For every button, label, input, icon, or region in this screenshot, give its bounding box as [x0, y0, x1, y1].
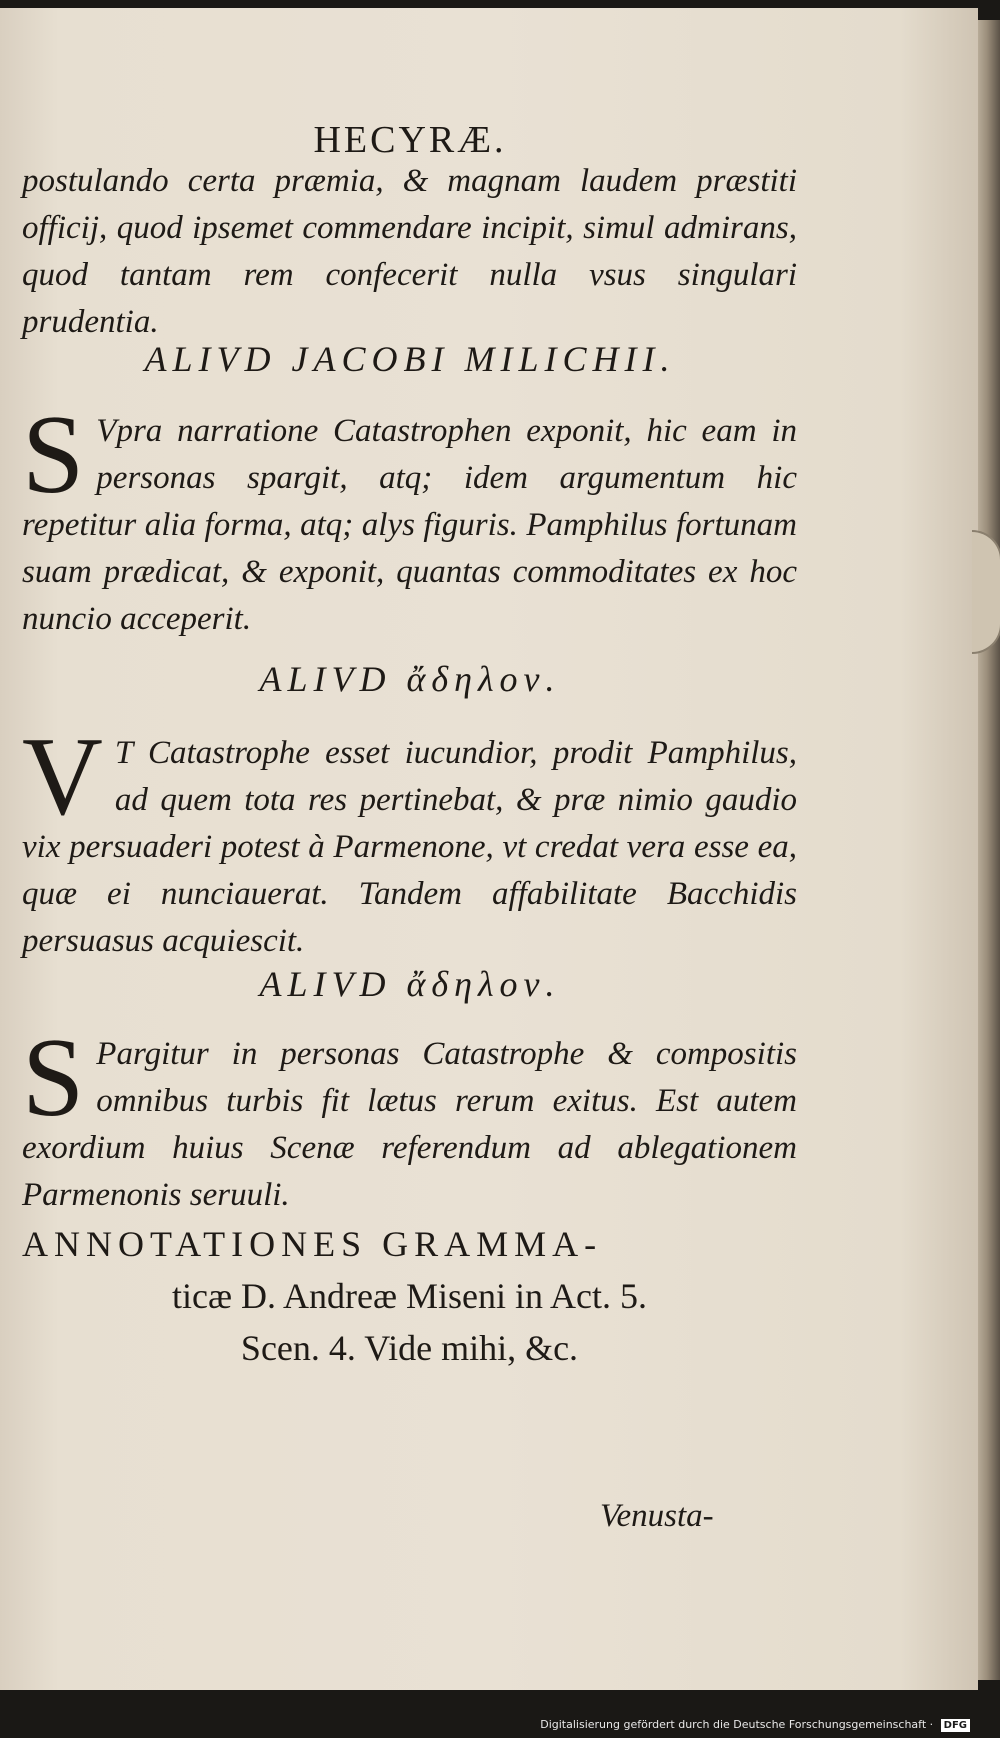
annotations-line-2: ticæ D. Andreæ Miseni in Act. 5.: [172, 1276, 647, 1316]
paragraph-4: [22, 1016, 797, 1219]
drop-cap-initial: S: [22, 1016, 85, 1140]
dfg-logo: DFG: [941, 1719, 970, 1732]
section-heading-3: ALIVD ἄδηλον.: [259, 964, 561, 1004]
paragraph-3-text: T Catastrophe esset iucundior, prodit Pamphilus, ad quem tota res pertinebat, & præ nimio gaudio vix persuaderi potest à Parmenone, vt credat vera esse ea, quæ ei nunciauerat. Tandem affabilitate Bacchidis persuasus acquiescit.: [22, 735, 797, 959]
paragraph-2: [22, 393, 797, 643]
paragraph-4-text: Pargitur in personas Catastrophe & compositis omnibus turbis fit lætus rerum exitus. Est autem exordium huius Scenæ referendum ad ablegationem Parmenonis seruuli.: [22, 1036, 797, 1213]
running-header: HECYRÆ.: [313, 119, 507, 161]
paragraph-1: [22, 158, 797, 346]
paragraph-1-text: postulando certa præmia, & magnam laudem præstiti officij, quod ipsemet commendare incipit, simul admirans, quod tantam rem confecerit nulla vsus singulari prudentia.: [22, 163, 797, 340]
book-page: [0, 8, 978, 1690]
annotations-line-1: ANNOTATIONES GRAMMA-: [22, 1224, 603, 1264]
funding-credit-text: Digitalisierung gefördert durch die Deutsche Forschungsgemeinschaft ·: [540, 1718, 934, 1731]
drop-cap-initial: S: [22, 393, 85, 517]
paragraph-3: [22, 715, 797, 965]
paragraph-2-text: Vpra narratione Catastrophen exponit, hic eam in personas spargit, atq; idem argumentum hic repetitur alia forma, atq; alys figuris. Pamphilus fortunam suam prædicat, & exponit, quantas commoditates ex hoc nuncio acceperit.: [22, 413, 797, 637]
section-heading-2: ALIVD ἄδηλον.: [259, 659, 561, 699]
annotations-line-3: Scen. 4. Vide mihi, &c.: [240, 1328, 579, 1368]
clasp-tab: [972, 530, 1000, 654]
annotations-heading: [22, 1218, 797, 1374]
catchword: Venusta-: [600, 1498, 714, 1534]
page-edge: [978, 20, 1000, 1680]
funding-credit: [540, 1718, 970, 1732]
section-heading-1: ALIVD JACOBI MILICHII.: [144, 339, 676, 379]
drop-cap-initial: V: [22, 715, 103, 839]
